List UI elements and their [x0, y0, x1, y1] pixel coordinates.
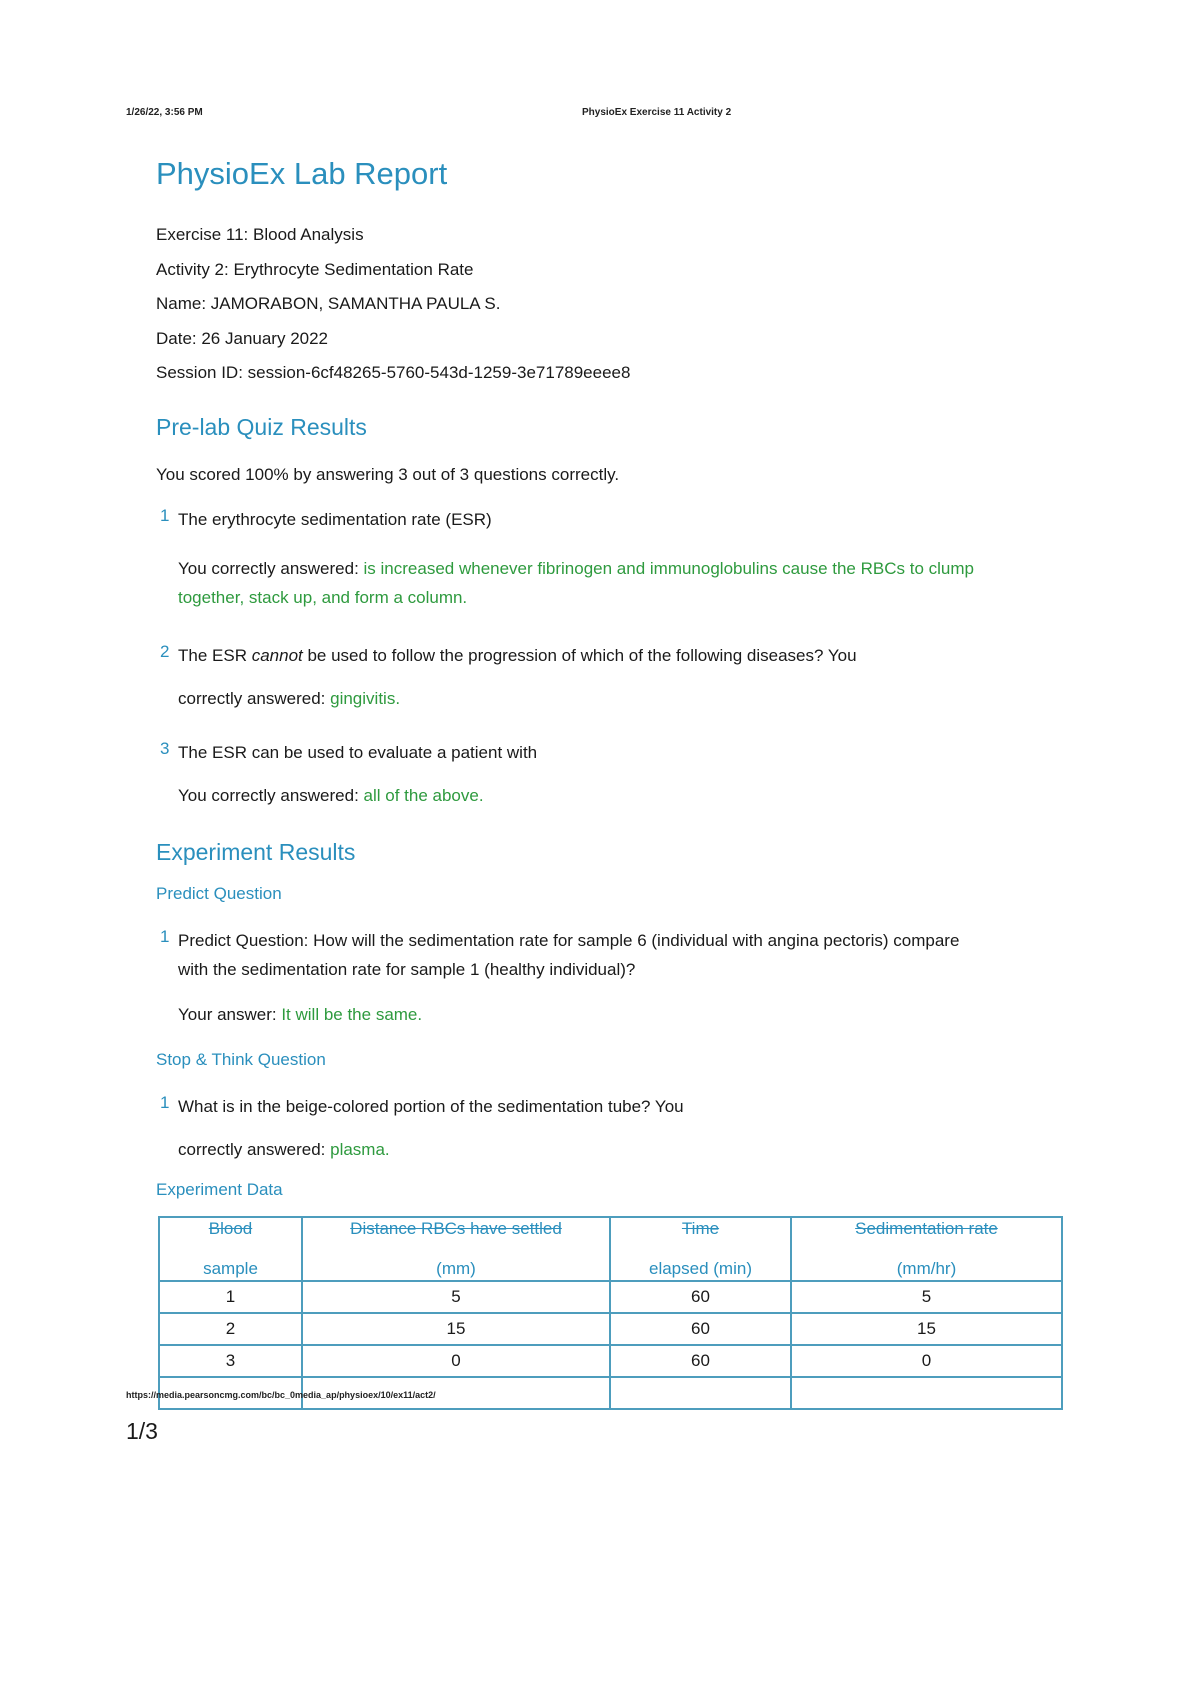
- question-number: 2: [160, 642, 170, 661]
- question-text: The ESR cannot be used to follow the progression of which of the following diseases? You: [178, 646, 857, 665]
- report-title: PhysioEx Lab Report: [156, 156, 448, 191]
- answer-value: all of the above.: [363, 786, 484, 805]
- table-cell: 1: [159, 1281, 302, 1313]
- question-number: 1: [160, 506, 170, 525]
- question-answer: [178, 781, 1008, 810]
- answer-value: is increased whenever fibrinogen and immunoglobulins cause the RBCs to clump together, stack up, and form a column.: [178, 559, 974, 607]
- table-cell: 5: [302, 1281, 610, 1313]
- table-cell: 15: [791, 1313, 1062, 1345]
- print-timestamp: 1/26/22, 3:56 PM: [126, 107, 203, 118]
- emphasis-text: cannot: [251, 646, 303, 665]
- table-header-row: [159, 1217, 1062, 1281]
- question-text: The erythrocyte sedimentation rate (ESR): [178, 510, 492, 529]
- activity-label: Activity 2: Erythrocyte Sedimentation Rate: [156, 260, 474, 279]
- student-name: Name: JAMORABON, SAMANTHA PAULA S.: [156, 294, 501, 313]
- page-number: 1/3: [126, 1418, 158, 1444]
- answer-label: You correctly answered:: [178, 786, 364, 805]
- table-cell: 5: [791, 1281, 1062, 1313]
- table-cell: 15: [302, 1313, 610, 1345]
- question-text: The ESR can be used to evaluate a patient with: [178, 743, 538, 762]
- report-date: Date: 26 January 2022: [156, 329, 329, 348]
- predict-answer: [178, 1000, 1008, 1029]
- answer-label: You correctly answered:: [178, 559, 364, 578]
- column-header-distance: Distance RBCs have settled (mm): [302, 1217, 610, 1281]
- question-answer: [178, 554, 1008, 612]
- prelab-heading: Pre-lab Quiz Results: [156, 414, 367, 440]
- answer-value: It will be the same.: [281, 1005, 423, 1024]
- predict-heading: Predict Question: [156, 884, 282, 903]
- table-cell: 60: [610, 1345, 791, 1377]
- prelab-score: You scored 100% by answering 3 out of 3 questions correctly.: [156, 465, 620, 484]
- experiment-heading: Experiment Results: [156, 839, 356, 865]
- answer-label: Your answer:: [178, 1005, 282, 1024]
- table-cell: 60: [610, 1281, 791, 1313]
- table-row: [159, 1313, 1062, 1345]
- table-row: [159, 1345, 1062, 1377]
- print-url: https://media.pearsoncmg.com/bc/bc_0media_ap/physioex/10/ex11/act2/: [126, 1390, 436, 1400]
- table-cell: 0: [791, 1345, 1062, 1377]
- question-number: 1: [160, 1093, 170, 1112]
- table-cell: 2: [159, 1313, 302, 1345]
- column-header-sed-rate: Sedimentation rate (mm/hr): [791, 1217, 1062, 1281]
- session-id: Session ID: session-6cf48265-5760-543d-1259-3e71789eeee8: [156, 363, 631, 382]
- table-cell: [610, 1377, 791, 1409]
- stop-think-heading: Stop & Think Question: [156, 1050, 326, 1069]
- table-cell: [791, 1377, 1062, 1409]
- table-cell: 0: [302, 1345, 610, 1377]
- experiment-data-table: [158, 1216, 1063, 1410]
- table-cell: 3: [159, 1345, 302, 1377]
- table-cell: 60: [610, 1313, 791, 1345]
- question-number: 1: [160, 927, 170, 946]
- stop-answer: [178, 1135, 1008, 1164]
- exercise-label: Exercise 11: Blood Analysis: [156, 225, 364, 244]
- answer-value: plasma.: [330, 1140, 390, 1159]
- answer-label: correctly answered:: [178, 689, 331, 708]
- stop-question-text: What is in the beige-colored portion of the sedimentation tube? You: [178, 1097, 684, 1116]
- question-answer: [178, 684, 1008, 713]
- column-header-time: Time elapsed (min): [610, 1217, 791, 1281]
- table-row: [159, 1281, 1062, 1313]
- experiment-data-heading: Experiment Data: [156, 1180, 283, 1199]
- answer-label: correctly answered:: [178, 1140, 331, 1159]
- answer-value: gingivitis.: [330, 689, 401, 708]
- predict-question-text: Predict Question: How will the sedimentation rate for sample 6 (individual with angina pectoris) compare with the sedimentation rate for sample 1 (healthy individual)?: [178, 931, 960, 979]
- print-page-title: PhysioEx Exercise 11 Activity 2: [582, 107, 732, 118]
- column-header-blood-sample: Blood sample: [159, 1217, 302, 1281]
- question-number: 3: [160, 739, 170, 758]
